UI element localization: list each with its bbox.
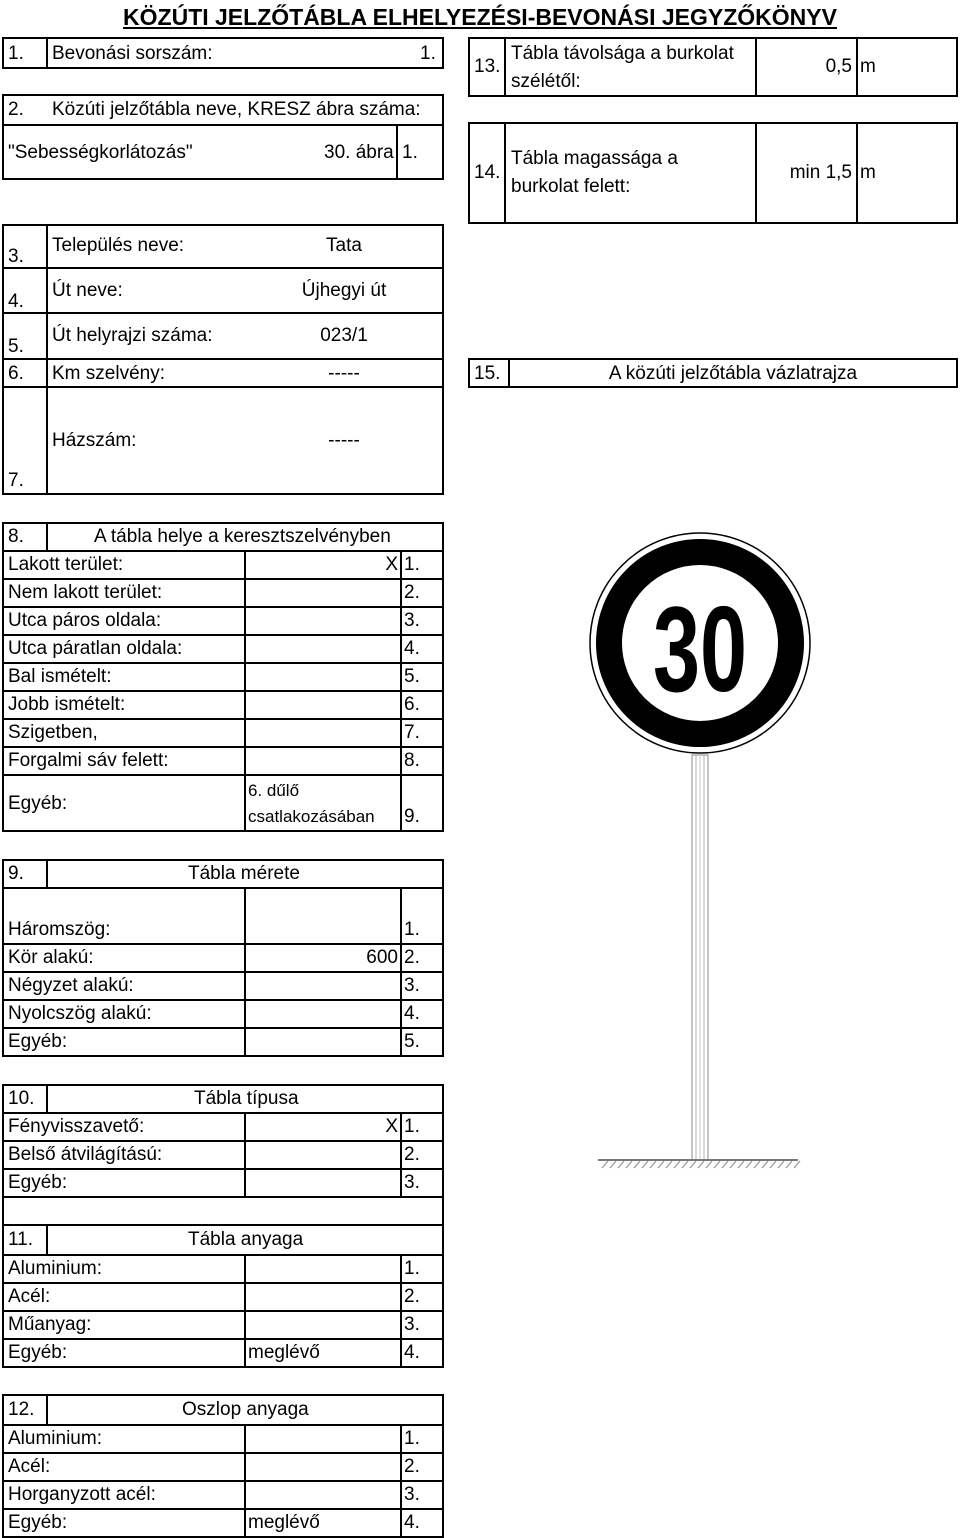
speed-limit-sign-sketch xyxy=(580,530,820,1180)
ground-hatch-line xyxy=(730,1161,736,1168)
ground-hatch-line xyxy=(794,1161,800,1168)
ground-hatch-line xyxy=(610,1161,616,1168)
type-label: Belső átvilágítású: xyxy=(8,1144,163,1165)
ground-hatch-line xyxy=(714,1161,720,1168)
section-8-number: 8. xyxy=(8,526,24,547)
section-4-number: 4. xyxy=(8,291,24,312)
section-11-number: 11. xyxy=(8,1229,34,1250)
ground-hatch xyxy=(598,1160,800,1168)
ground-hatch-line xyxy=(762,1161,768,1168)
kresz-figure: 30. ábra xyxy=(324,142,394,163)
section-7-label: Házszám: xyxy=(52,430,137,451)
position-other-value-1: 6. dűlő xyxy=(248,781,300,800)
pole-material-label: Aluminium: xyxy=(8,1428,102,1449)
position-label: Jobb ismételt: xyxy=(8,694,126,715)
ground-hatch-line xyxy=(698,1161,704,1168)
ground-hatch-line xyxy=(674,1161,680,1168)
ground-hatch-line xyxy=(682,1161,688,1168)
sign-height-unit: m xyxy=(860,162,876,183)
section-14-number: 14. xyxy=(474,162,501,183)
size-index: 5. xyxy=(404,1031,420,1052)
parcel-number: 023/1 xyxy=(320,325,368,346)
section-14-label-1: Tábla magassága a xyxy=(511,148,678,169)
section-13-label-1: Tábla távolsága a burkolat xyxy=(511,43,734,64)
sign-speed-number: 30 xyxy=(653,581,747,717)
position-index: 1. xyxy=(404,554,420,575)
type-index: 2. xyxy=(404,1144,420,1165)
section-3-label: Település neve: xyxy=(52,235,185,256)
ground-hatch-line xyxy=(650,1161,656,1168)
ground-hatch-line xyxy=(778,1161,784,1168)
sign-material-value: meglévő xyxy=(248,1342,320,1363)
sign-material-label: Aluminium: xyxy=(8,1258,102,1279)
section-9-title: Tábla mérete xyxy=(188,863,300,884)
section-14-label-2: burkolat felett: xyxy=(511,176,631,197)
ground-hatch-line xyxy=(642,1161,648,1168)
sign-material-index: 3. xyxy=(404,1314,420,1335)
section-1-label: Bevonási sorszám: xyxy=(52,43,213,64)
page-title: KÖZÚTI JELZŐTÁBLA ELHELYEZÉSI-BEVONÁSI JEGYZŐKÖNYV xyxy=(123,4,837,30)
section-2-index: 1. xyxy=(402,142,418,163)
size-index: 1. xyxy=(404,919,420,940)
ground-hatch-line xyxy=(722,1161,728,1168)
ground-hatch-line xyxy=(754,1161,760,1168)
position-index: 7. xyxy=(404,722,420,743)
sign-material-index: 4. xyxy=(404,1342,420,1363)
ground-hatch-line xyxy=(706,1161,712,1168)
position-index: 2. xyxy=(404,582,420,603)
section-1-value: 1. xyxy=(420,43,436,64)
ground-hatch-line xyxy=(626,1161,632,1168)
pole-material-index: 2. xyxy=(404,1456,420,1477)
sign-material-label: Műanyag: xyxy=(8,1314,92,1335)
circle-size-value: 600 xyxy=(366,947,398,968)
position-other-label: Egyéb: xyxy=(8,793,68,814)
house-number: ----- xyxy=(328,430,360,451)
pole-material-index: 4. xyxy=(404,1512,420,1533)
ground-hatch-line xyxy=(786,1161,792,1168)
section-4-label: Út neve: xyxy=(52,280,123,301)
section-9-number: 9. xyxy=(8,863,24,884)
sign-material-label: Acél: xyxy=(8,1286,51,1307)
pole-material-index: 1. xyxy=(404,1428,420,1449)
position-index: 4. xyxy=(404,638,420,659)
ground-hatch-line xyxy=(746,1161,752,1168)
section-2-number: 2. xyxy=(8,99,24,120)
type-index: 3. xyxy=(404,1172,420,1193)
section-13-label-2: szélétől: xyxy=(511,71,581,92)
ground-hatch-line xyxy=(770,1161,776,1168)
pole-material-label: Egyéb: xyxy=(8,1512,68,1533)
position-mark: X xyxy=(385,554,398,575)
position-label: Utca páratlan oldala: xyxy=(8,638,183,659)
section-12-title: Oszlop anyaga xyxy=(182,1399,309,1420)
size-label: Háromszög: xyxy=(8,919,111,940)
position-label: Forgalmi sáv felett: xyxy=(8,750,169,771)
section-7-number: 7. xyxy=(8,470,24,491)
position-index: 8. xyxy=(404,750,420,771)
ground-hatch-line xyxy=(602,1161,608,1168)
sign-material-index: 2. xyxy=(404,1286,420,1307)
position-other-index: 9. xyxy=(404,806,420,827)
section-6-label: Km szelvény: xyxy=(52,363,165,384)
type-index: 1. xyxy=(404,1116,420,1137)
sign-material-label: Egyéb: xyxy=(8,1342,68,1363)
pole-material-label: Acél: xyxy=(8,1456,51,1477)
section-2-label: Közúti jelzőtábla neve, KRESZ ábra száma: xyxy=(52,99,421,120)
type-mark: X xyxy=(385,1116,398,1137)
section-10-number: 10. xyxy=(8,1088,35,1109)
sign-pole xyxy=(692,755,708,1160)
road-name: Újhegyi út xyxy=(301,280,387,301)
section-6-number: 6. xyxy=(8,363,24,384)
edge-distance-unit: m xyxy=(860,56,876,77)
size-index: 2. xyxy=(404,947,420,968)
position-label: Lakott terület: xyxy=(8,554,124,575)
position-index: 3. xyxy=(404,610,420,631)
section-13-number: 13. xyxy=(474,56,501,77)
ground-hatch-line xyxy=(738,1161,744,1168)
ground-hatch-line xyxy=(658,1161,664,1168)
section-12-number: 12. xyxy=(8,1399,35,1420)
size-label: Nyolcszög alakú: xyxy=(8,1003,152,1024)
position-label: Nem lakott terület: xyxy=(8,582,163,603)
position-index: 6. xyxy=(404,694,420,715)
sign-name: "Sebességkorlátozás" xyxy=(8,142,193,163)
pole-material-index: 3. xyxy=(404,1484,420,1505)
position-label: Utca páros oldala: xyxy=(8,610,162,631)
section-14-box xyxy=(468,122,958,224)
position-index: 5. xyxy=(404,666,420,687)
ground-hatch-line xyxy=(666,1161,672,1168)
pole-material-value: meglévő xyxy=(248,1512,320,1533)
section-1-number: 1. xyxy=(8,43,24,64)
ground-hatch-line xyxy=(690,1161,696,1168)
type-label: Fényvisszavető: xyxy=(8,1116,145,1137)
settlement-name: Tata xyxy=(326,235,362,256)
size-label: Kör alakú: xyxy=(8,947,94,968)
size-label: Egyéb: xyxy=(8,1031,68,1052)
size-index: 3. xyxy=(404,975,420,996)
section-15-title: A közúti jelzőtábla vázlatrajza xyxy=(608,363,858,384)
section-11-title: Tábla anyaga xyxy=(188,1229,304,1250)
position-other-value-2: csatlakozásában xyxy=(248,807,375,826)
position-label: Bal ismételt: xyxy=(8,666,112,687)
section-5-number: 5. xyxy=(8,336,24,357)
ground-hatch-line xyxy=(634,1161,640,1168)
sign-material-index: 1. xyxy=(404,1258,420,1279)
position-label: Szigetben, xyxy=(8,722,98,743)
section-10-title: Tábla típusa xyxy=(194,1088,299,1109)
pole-material-label: Horganyzott acél: xyxy=(8,1484,156,1505)
size-label: Négyzet alakú: xyxy=(8,975,134,996)
section-8-title: A tábla helye a keresztszelvényben xyxy=(94,526,391,547)
section-5-label: Út helyrajzi száma: xyxy=(52,325,213,346)
section-15-number: 15. xyxy=(474,363,501,384)
size-index: 4. xyxy=(404,1003,420,1024)
ground-hatch-line xyxy=(618,1161,624,1168)
type-label: Egyéb: xyxy=(8,1172,68,1193)
edge-distance-value: 0,5 xyxy=(825,56,852,77)
sign-height-value: min 1,5 xyxy=(789,162,852,183)
section-3-number: 3. xyxy=(8,246,24,267)
km-section: ----- xyxy=(328,363,360,384)
